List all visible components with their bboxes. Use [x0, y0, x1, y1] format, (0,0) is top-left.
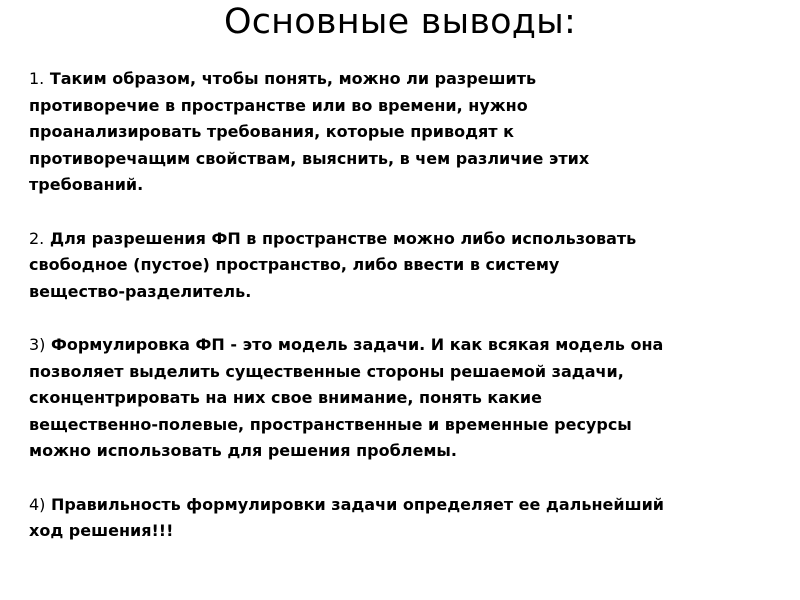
- paragraph-line: проанализировать требования, которые приводят к: [29, 122, 514, 142]
- slide-title: Основные выводы:: [223, 2, 577, 42]
- paragraph-line: можно использовать для решения проблемы.: [29, 441, 457, 461]
- paragraph-line: позволяет выделить существенные стороны решаемой задачи,: [29, 361, 624, 381]
- conclusion-paragraph-1: [29, 66, 789, 199]
- paragraph-line: сконцентрировать на них свое внимание, понять какие: [29, 388, 542, 408]
- paragraph-number: 3): [29, 334, 46, 354]
- paragraph-line: [29, 226, 789, 253]
- paragraph-line: вещество-разделитель.: [29, 281, 252, 301]
- paragraph-line: [29, 332, 789, 359]
- paragraph-line: [29, 66, 789, 93]
- conclusion-paragraph-2: [29, 226, 789, 306]
- paragraph-line-text: Для разрешения ФП в пространстве можно либо использовать: [44, 228, 637, 248]
- paragraph-line: требований.: [29, 175, 144, 195]
- paragraph-number: 4): [29, 494, 46, 514]
- paragraph-line: вещественно-полевые, пространственные и временные ресурсы: [29, 414, 632, 434]
- slide-body: [29, 66, 789, 571]
- paragraph-line: противоречащим свойствам, выяснить, в чем различие этих: [29, 148, 590, 168]
- paragraph-number: 2.: [29, 228, 45, 248]
- paragraph-line-text: Формулировка ФП - это модель задачи. И как всякая модель она: [45, 334, 664, 354]
- conclusion-paragraph-4: [29, 492, 789, 545]
- paragraph-line-text: Правильность формулировки задачи определяет ее дальнейший: [45, 494, 665, 514]
- paragraph-line: ход решения!!!: [29, 521, 174, 541]
- paragraph-line: [29, 492, 789, 519]
- paragraph-line: свободное (пустое) пространство, либо ввести в систему: [29, 255, 560, 275]
- conclusion-paragraph-3: [29, 332, 789, 465]
- paragraph-line: противоречие в пространстве или во времени, нужно: [29, 95, 528, 115]
- paragraph-number: 1.: [29, 69, 45, 88]
- paragraph-line-text: Таким образом, чтобы понять, можно ли разрешить: [44, 69, 537, 88]
